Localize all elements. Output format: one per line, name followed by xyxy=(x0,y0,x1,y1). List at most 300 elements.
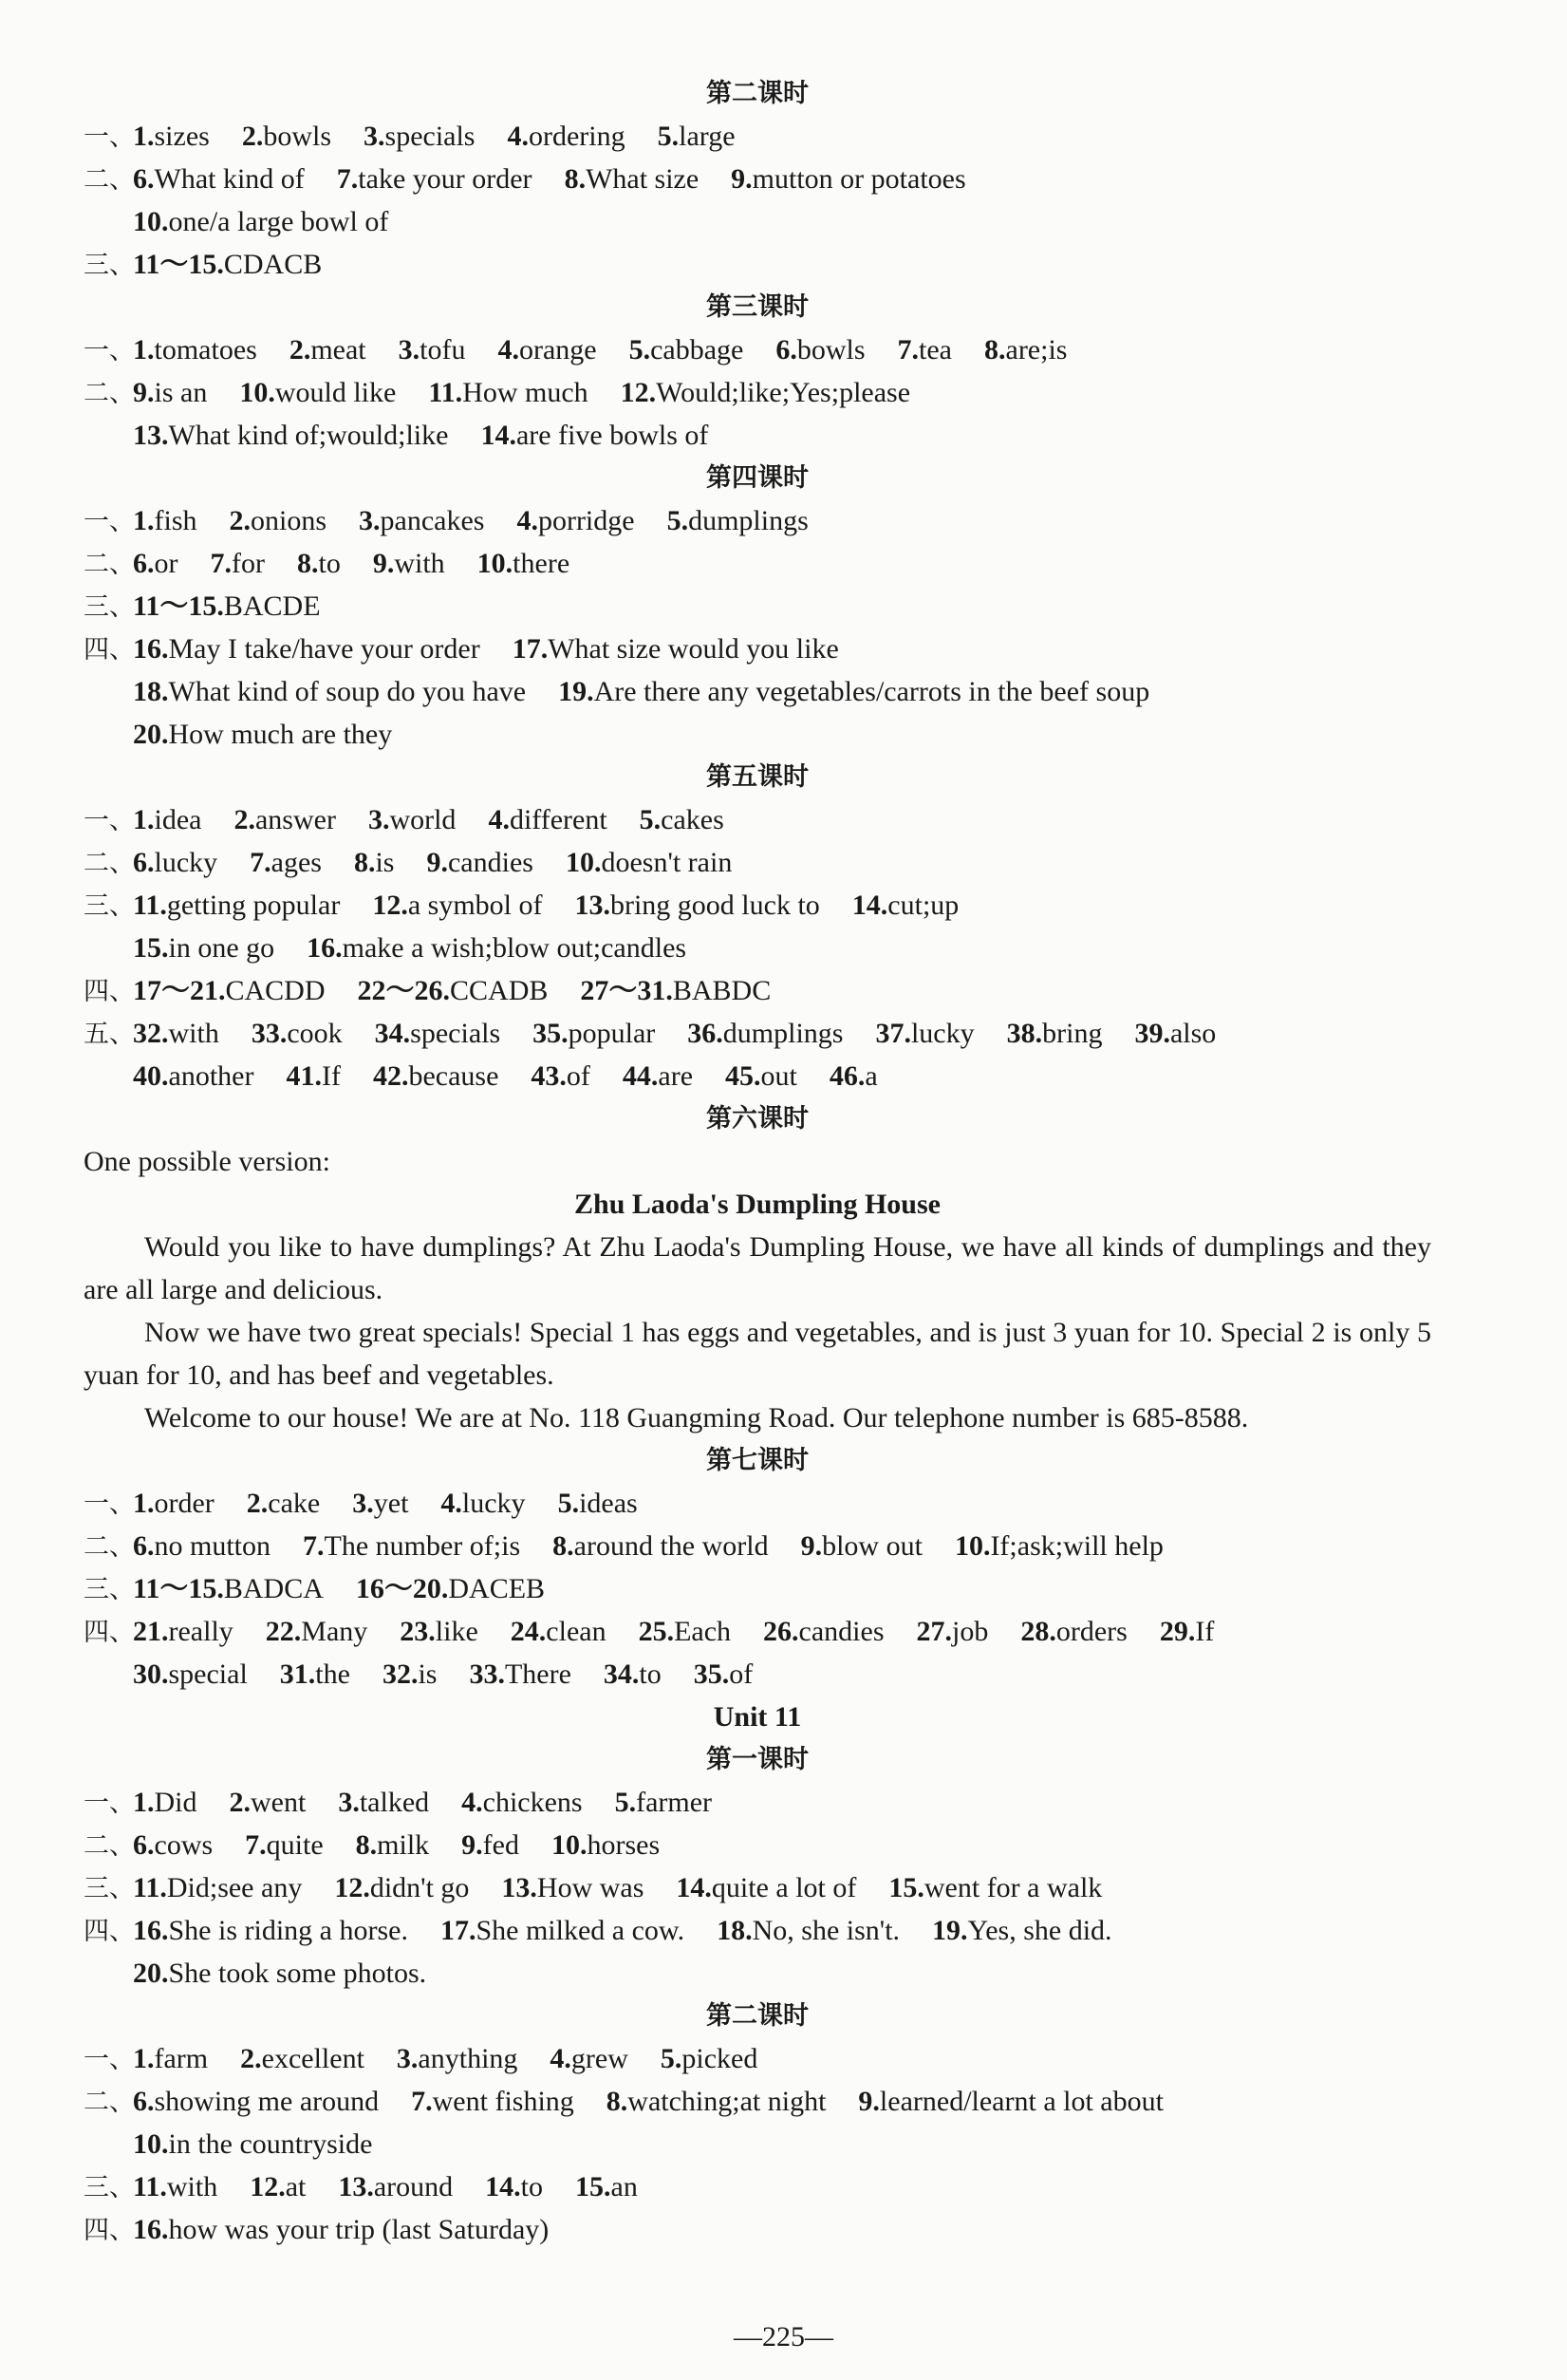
answer-item xyxy=(687,1018,843,1049)
section-heading: Unit 11 xyxy=(713,1701,802,1733)
answer-item xyxy=(368,804,457,835)
answer-item xyxy=(211,548,265,579)
answer-text: CACDD xyxy=(225,975,326,1006)
answer-item xyxy=(359,505,484,536)
part-marker: 一、 xyxy=(84,806,135,835)
question-number: 11～15. xyxy=(133,1573,224,1604)
answer-text: the xyxy=(315,1659,350,1690)
question-number: 40. xyxy=(133,1060,169,1092)
answer-item xyxy=(397,2043,518,2074)
question-number: 3. xyxy=(396,2043,419,2074)
answer-text: CDACB xyxy=(223,249,323,280)
answer-item xyxy=(133,1616,233,1647)
answer-item xyxy=(133,975,326,1006)
question-number: 6. xyxy=(133,163,155,195)
answer-item xyxy=(338,1787,429,1818)
answer-text: with xyxy=(394,548,445,579)
question-number: 6. xyxy=(133,847,155,878)
answer-item xyxy=(133,2128,372,2160)
answer-item xyxy=(888,1872,1102,1903)
paragraph-text: Now we have two great specials! Special 1 has eggs and vegetables, and is just 3 yuan for 10. Special 2 is only 5 yuan for 10, and has beef and vegetables. xyxy=(84,1317,1431,1391)
question-number: 2. xyxy=(289,334,311,365)
question-number: 4. xyxy=(507,121,529,152)
answer-text: bowls xyxy=(796,334,866,365)
answer-text: tomatoes xyxy=(154,334,257,365)
answer-item xyxy=(133,1018,219,1049)
paragraph-text: Welcome to our house! We are at No. 118 Guangming Road. Our telephone number is 685-8588. xyxy=(144,1402,1249,1434)
question-number: 5. xyxy=(614,1787,637,1818)
question-number: 8. xyxy=(296,548,319,579)
question-number: 20. xyxy=(133,1958,169,1989)
answer-text: fish xyxy=(154,505,197,536)
answer-item xyxy=(513,633,839,665)
question-number: 12. xyxy=(334,1872,370,1903)
answer-line xyxy=(84,884,1431,927)
question-number: 7. xyxy=(303,1530,325,1562)
part-marker: 一、 xyxy=(84,2045,135,2074)
answer-item xyxy=(661,2043,757,2074)
answer-item xyxy=(133,932,274,964)
answer-text: watching;at night xyxy=(627,2086,827,2117)
question-number: 9. xyxy=(372,548,395,579)
part-marker: 二、 xyxy=(84,849,135,878)
answer-item xyxy=(133,1659,248,1690)
answer-text: cabbage xyxy=(650,334,744,365)
answer-item xyxy=(400,1616,478,1647)
question-number: 1. xyxy=(133,505,155,536)
answer-text: take your order xyxy=(358,163,532,195)
answer-text: a symbol of xyxy=(407,890,543,921)
answer-item xyxy=(133,590,321,622)
part-marker: 三、 xyxy=(84,592,135,622)
question-number: 10. xyxy=(565,847,602,878)
answer-text: lucky xyxy=(154,847,218,878)
question-number: 5. xyxy=(557,1488,580,1519)
question-number: 44. xyxy=(622,1060,659,1092)
answer-item xyxy=(133,249,322,280)
question-number: 9. xyxy=(426,847,448,878)
question-number: 2. xyxy=(229,1787,251,1818)
answer-text: candies xyxy=(798,1616,885,1647)
answer-item xyxy=(606,2086,827,2117)
question-number: 9. xyxy=(858,2086,880,2117)
question-number: 45. xyxy=(725,1060,761,1092)
answer-text: BABDC xyxy=(672,975,772,1006)
answer-text: answer xyxy=(254,804,336,835)
question-number: 16. xyxy=(133,2214,169,2245)
answer-text: with xyxy=(166,2171,218,2202)
answer-text: candies xyxy=(447,847,533,878)
answer-item xyxy=(133,334,257,365)
answer-item xyxy=(488,804,606,835)
answer-item xyxy=(875,1018,974,1049)
question-number: 35. xyxy=(693,1659,730,1690)
answer-text: would like xyxy=(274,377,397,408)
answer-item xyxy=(552,1530,768,1562)
question-number: 13. xyxy=(338,2171,374,2202)
answer-item xyxy=(133,890,340,921)
answer-item xyxy=(501,1872,644,1903)
question-number: 14. xyxy=(851,890,888,921)
answer-line xyxy=(84,2123,1431,2165)
answer-item xyxy=(558,676,1149,707)
answer-item xyxy=(551,1829,660,1861)
answer-line xyxy=(84,1482,1431,1525)
answer-text: specials xyxy=(410,1018,501,1049)
section-heading: 第三课时 xyxy=(706,292,809,322)
answer-text: is xyxy=(375,847,395,878)
answer-line xyxy=(84,585,1431,628)
answer-text: chickens xyxy=(482,1787,583,1818)
question-number: 11. xyxy=(428,377,463,408)
question-number: 5. xyxy=(657,121,680,152)
question-number: 2. xyxy=(233,804,255,835)
answer-line xyxy=(84,1055,1431,1097)
question-number: 43. xyxy=(531,1060,567,1092)
answer-text: excellent xyxy=(261,2043,364,2074)
answer-text: How was xyxy=(536,1872,644,1903)
answer-item xyxy=(615,1787,712,1818)
question-number: 6. xyxy=(133,2086,155,2117)
answer-text: No, she isn't. xyxy=(752,1915,901,1946)
question-number: 38. xyxy=(1006,1018,1043,1049)
answer-item xyxy=(426,847,532,878)
answer-item xyxy=(574,890,819,921)
answer-text: different xyxy=(509,804,607,835)
question-number: 3. xyxy=(367,804,390,835)
answer-item xyxy=(507,121,625,152)
part-marker: 二、 xyxy=(84,1831,135,1861)
answer-line xyxy=(84,628,1431,670)
answer-item xyxy=(565,163,700,195)
question-number: 10. xyxy=(550,1829,588,1861)
answer-text: popular xyxy=(568,1018,656,1049)
answer-text: special xyxy=(168,1659,248,1690)
question-number: 8. xyxy=(353,847,376,878)
question-number: 4. xyxy=(440,1488,462,1519)
answer-text: lucky xyxy=(461,1488,526,1519)
answer-text: another xyxy=(168,1060,254,1092)
part-marker: 二、 xyxy=(84,165,135,195)
part-marker: 一、 xyxy=(84,1490,135,1519)
answer-item xyxy=(250,2171,306,2202)
answer-page xyxy=(84,72,1431,2251)
answer-text: quite a lot of xyxy=(711,1872,857,1903)
answer-text: to xyxy=(318,548,341,579)
answer-item xyxy=(133,633,480,665)
answer-item xyxy=(250,847,322,878)
answer-text: doesn't rain xyxy=(601,847,733,878)
answer-text: blow out xyxy=(822,1530,923,1562)
question-number: 2. xyxy=(246,1488,269,1519)
answer-text: ordering xyxy=(528,121,625,152)
answer-item xyxy=(399,334,466,365)
answer-text: also xyxy=(1169,1018,1217,1049)
answer-text: bring xyxy=(1042,1018,1103,1049)
answer-item xyxy=(532,1018,655,1049)
question-number: 5. xyxy=(660,2043,682,2074)
answer-text: cakes xyxy=(661,804,724,835)
question-number: 6. xyxy=(133,1829,155,1861)
answer-text: talked xyxy=(359,1787,430,1818)
question-number: 12. xyxy=(250,2171,286,2202)
answer-item xyxy=(252,1018,343,1049)
answer-item xyxy=(373,1060,498,1092)
answer-item xyxy=(1007,1018,1103,1049)
answer-text: like xyxy=(435,1616,478,1647)
question-number: 9. xyxy=(133,377,155,408)
answer-line xyxy=(84,1952,1431,1995)
answer-item xyxy=(477,548,569,579)
answer-item xyxy=(239,377,396,408)
answer-item xyxy=(133,676,526,707)
answer-line xyxy=(84,243,1431,286)
question-number: 3. xyxy=(398,334,420,365)
part-marker: 二、 xyxy=(84,2088,135,2117)
answer-item xyxy=(516,505,634,536)
answer-text: with xyxy=(168,1018,219,1049)
answer-item xyxy=(629,334,744,365)
answer-text: sizes xyxy=(154,121,210,152)
answer-text: no mutton xyxy=(154,1530,271,1562)
answer-text: onions xyxy=(251,505,327,536)
question-number: 3. xyxy=(338,1787,360,1818)
answer-text: How much xyxy=(462,377,588,408)
answer-text: tofu xyxy=(420,334,466,365)
answer-text: really xyxy=(168,1616,233,1647)
question-number: 15. xyxy=(888,1872,924,1903)
part-marker: 三、 xyxy=(84,2173,135,2202)
answer-item xyxy=(984,334,1067,365)
answer-text: quite xyxy=(266,1829,324,1861)
question-number: 34. xyxy=(374,1018,411,1049)
answer-text: world xyxy=(389,804,457,835)
question-number: 21. xyxy=(133,1616,169,1647)
answer-text: If xyxy=(321,1060,341,1092)
question-number: 12. xyxy=(372,890,408,921)
answer-text: horses xyxy=(587,1829,661,1861)
paragraph-text: Would you like to have dumplings? At Zhu Laoda's Dumpling House, we have all kinds of dumplings and they are all large and delicious. xyxy=(84,1231,1431,1305)
part-marker: 四、 xyxy=(84,1618,135,1647)
question-number: 8. xyxy=(564,163,587,195)
answer-text: went for a walk xyxy=(923,1872,1103,1903)
question-number: 17. xyxy=(512,633,549,665)
question-number: 16～20. xyxy=(355,1573,449,1604)
answer-text: one/a large bowl of xyxy=(168,206,389,237)
answer-item xyxy=(289,334,366,365)
answer-text: Many xyxy=(301,1616,368,1647)
answer-text: She took some photos. xyxy=(168,1958,427,1989)
answer-text: CCADB xyxy=(450,975,549,1006)
answer-item xyxy=(358,975,549,1006)
answer-text: anything xyxy=(418,2043,518,2074)
answer-line xyxy=(84,713,1431,756)
answer-line xyxy=(84,1909,1431,1952)
answer-line xyxy=(84,2165,1431,2208)
answer-text: If;ask;will help xyxy=(990,1530,1164,1562)
answer-text: Did;see any xyxy=(166,1872,303,1903)
question-number: 7. xyxy=(897,334,920,365)
answer-item xyxy=(230,1787,307,1818)
question-number: 11. xyxy=(133,890,167,921)
question-number: 11. xyxy=(133,2171,167,2202)
answer-text: large xyxy=(679,121,736,152)
answer-item xyxy=(307,932,686,964)
answer-text: dumplings xyxy=(688,505,809,536)
answer-text: pancakes xyxy=(380,505,485,536)
part-marker: 四、 xyxy=(84,977,135,1006)
answer-text: What kind of xyxy=(154,163,305,195)
question-number: 8. xyxy=(606,2086,628,2117)
answer-text: porridge xyxy=(537,505,635,536)
answer-line xyxy=(84,969,1431,1012)
question-number: 22. xyxy=(265,1616,302,1647)
answer-text: cook xyxy=(287,1018,343,1049)
answer-text: how was your trip (last Saturday) xyxy=(168,2214,550,2245)
answer-item xyxy=(580,975,771,1006)
answer-text: How much are they xyxy=(168,719,393,750)
answer-item xyxy=(247,1488,320,1519)
question-number: 8. xyxy=(552,1530,574,1562)
section-heading: 第二课时 xyxy=(706,2001,809,2031)
answer-item xyxy=(621,377,910,408)
answer-item xyxy=(955,1530,1164,1562)
answer-text: around the world xyxy=(573,1530,769,1562)
answer-text: What kind of;would;like xyxy=(168,420,449,451)
answer-item xyxy=(694,1659,754,1690)
answer-item xyxy=(1160,1616,1214,1647)
question-number: 19. xyxy=(932,1915,968,1946)
answer-text: ages xyxy=(270,847,322,878)
question-number: 2. xyxy=(240,2043,262,2074)
answer-text: bring good luck to xyxy=(609,890,820,921)
answer-text: grew xyxy=(570,2043,628,2074)
answer-item xyxy=(667,505,809,536)
answer-item xyxy=(731,163,965,195)
part-marker: 二、 xyxy=(84,550,135,579)
part-marker: 三、 xyxy=(84,891,135,921)
question-number: 10. xyxy=(239,377,275,408)
answer-text: bowls xyxy=(263,121,332,152)
answer-line xyxy=(84,2080,1431,2123)
answer-item xyxy=(133,1060,253,1092)
question-number: 34. xyxy=(603,1659,640,1690)
answer-text: Are there any vegetables/carrots in the beef soup xyxy=(593,676,1150,707)
answer-line xyxy=(84,158,1431,200)
answer-line xyxy=(84,328,1431,371)
section-heading: 第七课时 xyxy=(706,1446,809,1475)
answer-item xyxy=(240,2043,364,2074)
answer-line xyxy=(84,1824,1431,1866)
question-number: 16. xyxy=(133,1915,169,1946)
answer-line xyxy=(84,1866,1431,1909)
question-number: 4. xyxy=(488,804,510,835)
answer-text: of xyxy=(566,1060,590,1092)
answer-item xyxy=(440,1488,525,1519)
answer-line xyxy=(84,1610,1431,1653)
answer-item xyxy=(428,377,588,408)
answer-text: to xyxy=(639,1659,662,1690)
question-number: 1. xyxy=(133,804,155,835)
question-number: 27～31. xyxy=(580,975,673,1006)
question-number: 22～26. xyxy=(357,975,451,1006)
question-number: 11. xyxy=(133,1872,167,1903)
question-number: 33. xyxy=(469,1659,505,1690)
answer-text: or xyxy=(154,548,178,579)
answer-text: around xyxy=(373,2171,454,2202)
answer-text: lucky xyxy=(910,1018,975,1049)
answer-text: ideas xyxy=(579,1488,638,1519)
answer-text: orange xyxy=(518,334,597,365)
answer-line xyxy=(84,1567,1431,1610)
essay-title: Zhu Laoda's Dumpling House xyxy=(574,1189,941,1220)
answer-item xyxy=(558,1488,638,1519)
question-number: 7. xyxy=(210,548,232,579)
question-number: 2. xyxy=(229,505,251,536)
question-number: 20. xyxy=(133,719,169,750)
question-number: 19. xyxy=(558,676,594,707)
answer-item xyxy=(485,2171,543,2202)
question-number: 36. xyxy=(687,1018,723,1049)
question-number: 5. xyxy=(628,334,651,365)
answer-text: cake xyxy=(268,1488,321,1519)
answer-item xyxy=(133,505,197,536)
answer-text: What size xyxy=(586,163,700,195)
answer-item xyxy=(497,334,596,365)
essay-paragraph xyxy=(84,1396,1431,1439)
answer-text: is xyxy=(418,1659,438,1690)
part-marker: 三、 xyxy=(84,1874,135,1903)
question-number: 12. xyxy=(620,377,657,408)
question-number: 18. xyxy=(133,676,169,707)
question-number: 4. xyxy=(516,505,538,536)
answer-item xyxy=(133,206,388,237)
answer-line xyxy=(84,1525,1431,1567)
answer-line xyxy=(84,2208,1431,2251)
answer-line xyxy=(84,841,1431,884)
answer-text: because xyxy=(408,1060,499,1092)
question-number: 3. xyxy=(352,1488,374,1519)
question-number: 27. xyxy=(916,1616,953,1647)
answer-text: There xyxy=(504,1659,571,1690)
answer-text: there xyxy=(513,548,570,579)
answer-item xyxy=(334,1872,469,1903)
answer-text: What size would you like xyxy=(548,633,839,665)
answer-item xyxy=(461,1829,519,1861)
answer-text: The number of;is xyxy=(324,1530,521,1562)
answer-item xyxy=(372,890,542,921)
answer-item xyxy=(133,1915,408,1946)
question-number: 10. xyxy=(476,548,513,579)
question-number: 3. xyxy=(359,505,381,536)
answer-item xyxy=(1134,1018,1216,1049)
answer-item xyxy=(676,1872,856,1903)
part-marker: 一、 xyxy=(84,1789,135,1818)
answer-item xyxy=(932,1915,1111,1946)
question-number: 16. xyxy=(133,633,169,665)
answer-item xyxy=(242,121,331,152)
answer-item xyxy=(230,505,327,536)
answer-item xyxy=(338,2171,453,2202)
answer-item xyxy=(133,2214,549,2245)
question-number: 33. xyxy=(251,1018,288,1049)
answer-item xyxy=(917,1616,989,1647)
question-number: 10. xyxy=(133,206,169,237)
answer-item xyxy=(133,121,210,152)
section-heading: 第四课时 xyxy=(706,463,809,493)
answer-text: orders xyxy=(1055,1616,1128,1647)
answer-text: to xyxy=(520,2171,544,2202)
